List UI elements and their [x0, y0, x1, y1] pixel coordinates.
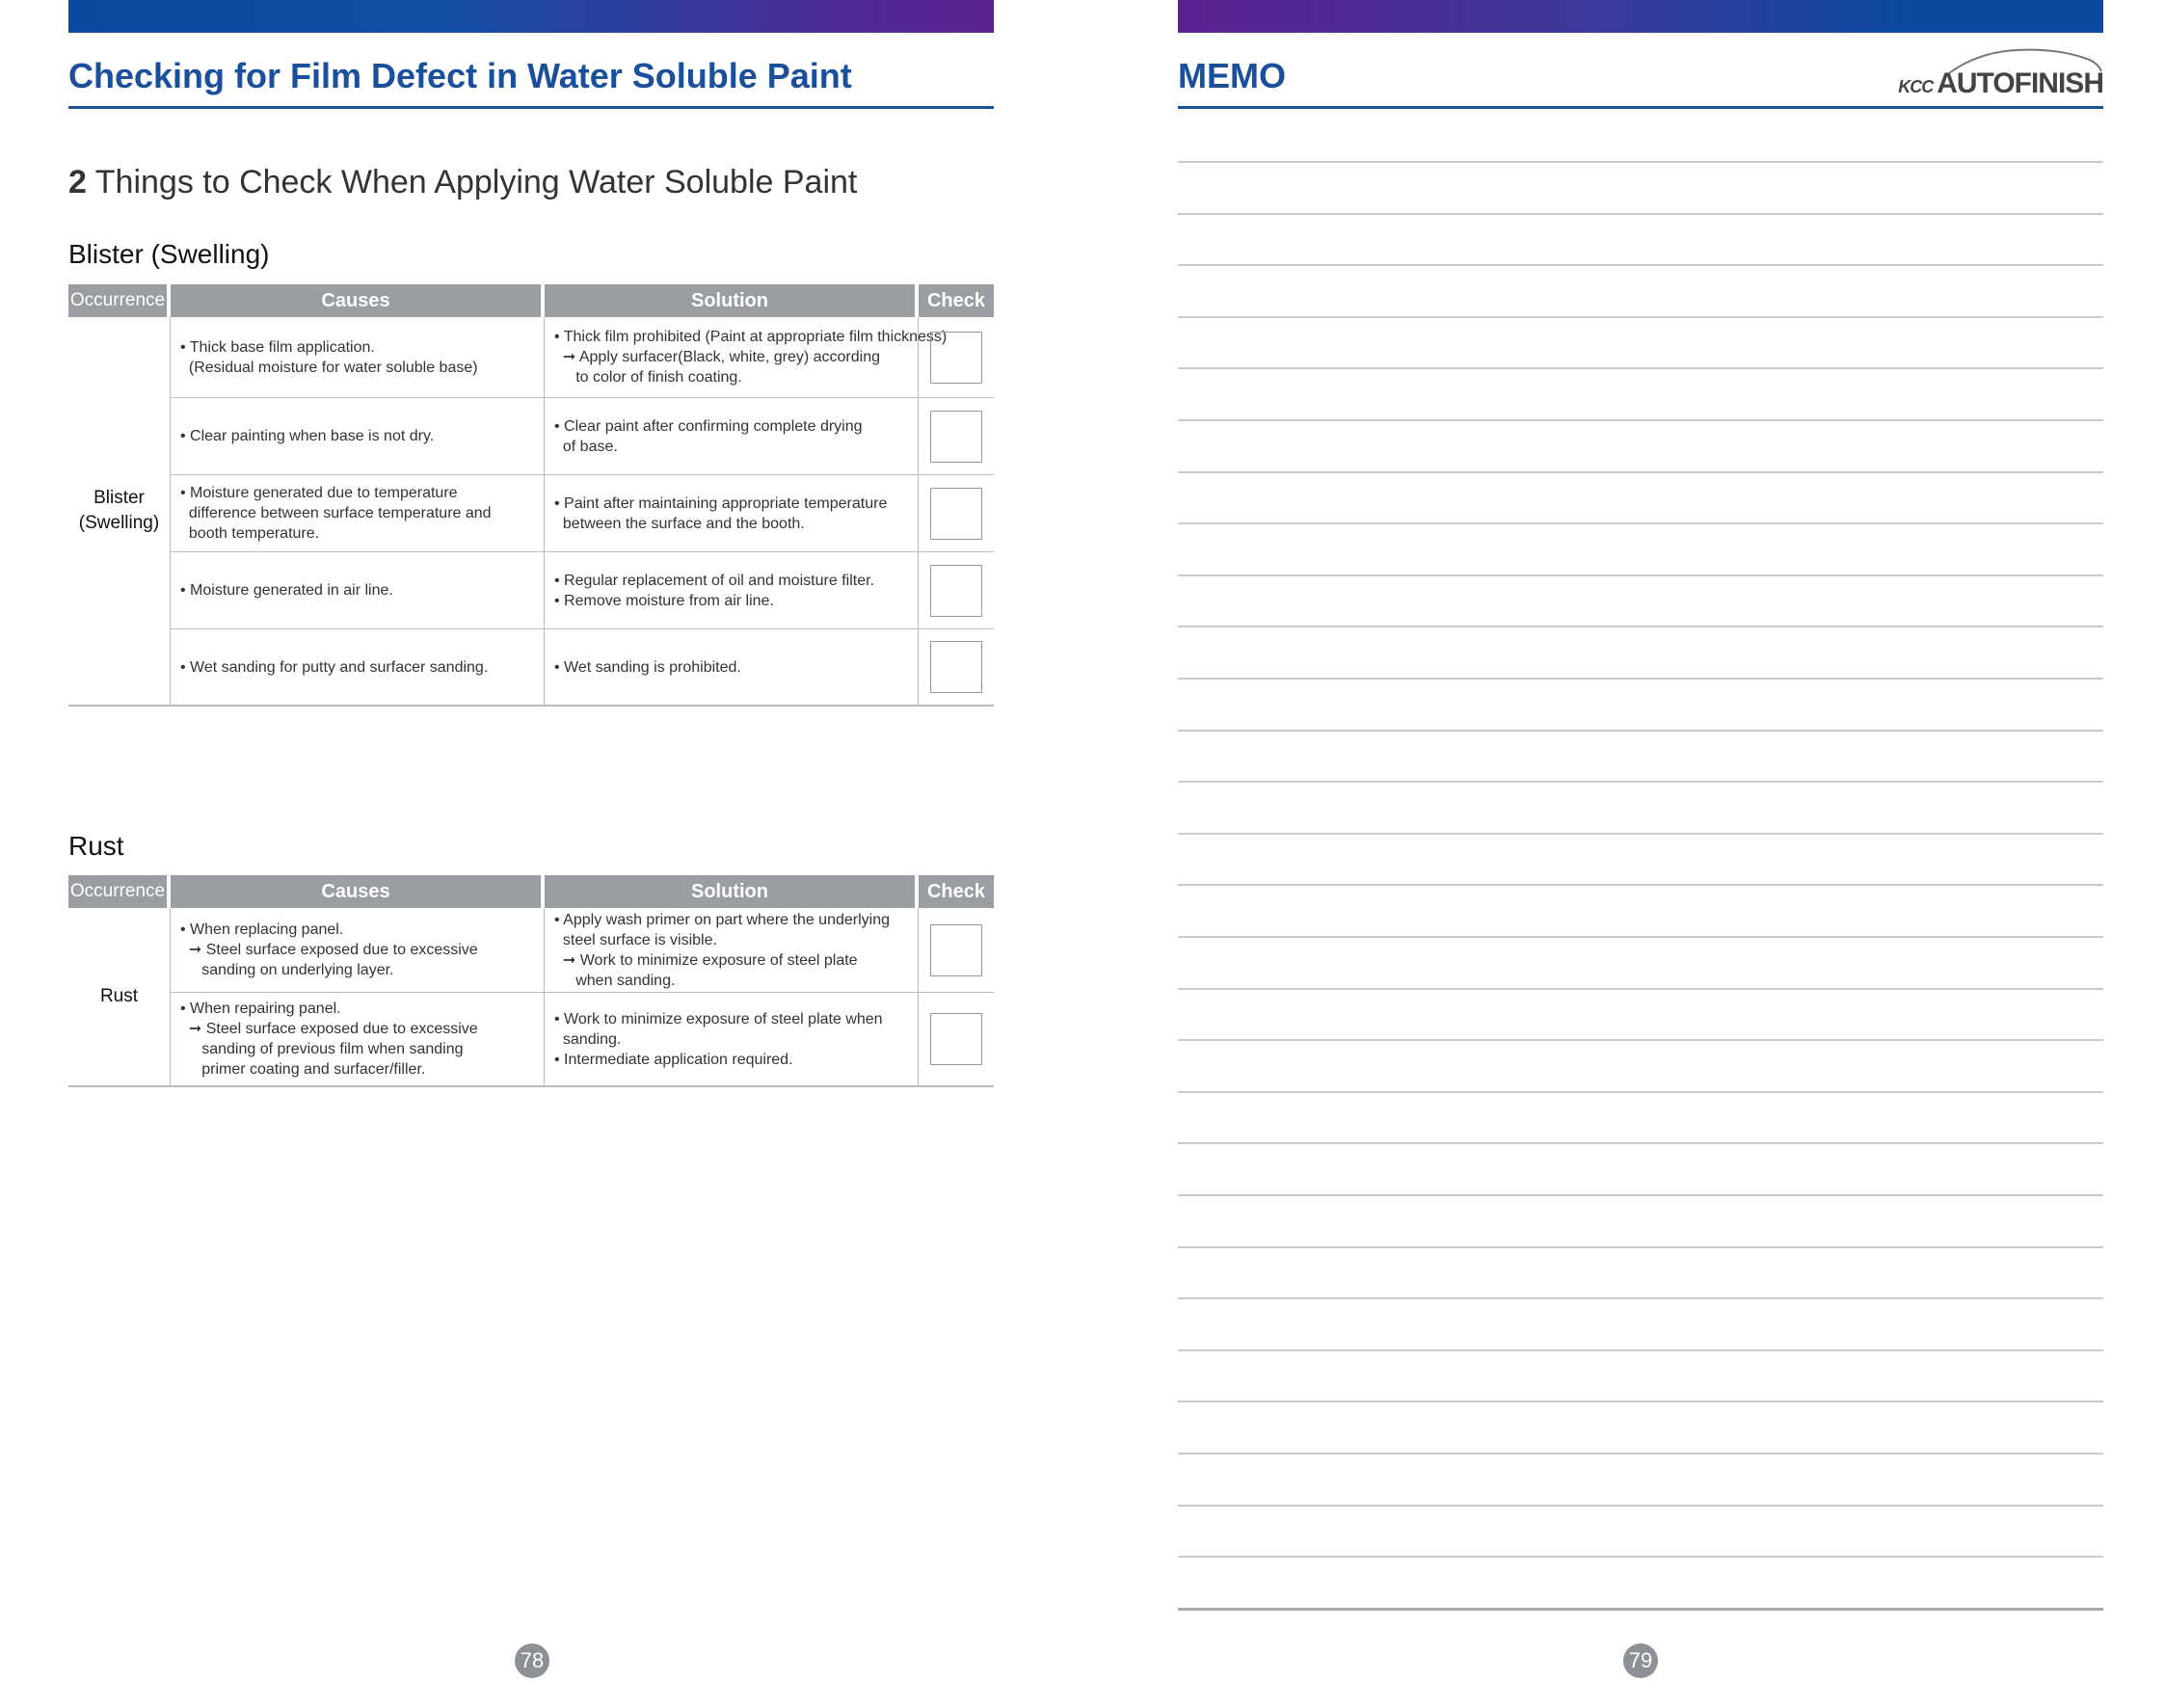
- solution-cell: [545, 629, 919, 707]
- memo-line: [1178, 1194, 2103, 1196]
- memo-line: [1178, 781, 2103, 783]
- memo-line: [1178, 471, 2103, 473]
- solution-text: sanding.: [554, 1030, 622, 1048]
- table-row: [68, 908, 994, 993]
- cause-text: primer coating and surfacer/filler.: [180, 1061, 426, 1078]
- title-underline: [1178, 106, 2103, 109]
- memo-line: [1178, 1297, 2103, 1299]
- memo-line: [1178, 1091, 2103, 1093]
- page-number: 79: [1623, 1643, 1658, 1678]
- page-number: 78: [515, 1643, 549, 1678]
- solution-cell: [545, 475, 919, 552]
- check-box[interactable]: [930, 641, 982, 693]
- memo-line: [1178, 1556, 2103, 1558]
- header-check: Check: [919, 284, 994, 317]
- solution-text: • Paint after maintaining appropriate temperature: [554, 494, 888, 512]
- occurrence-label: Rust: [99, 986, 139, 1006]
- check-cell: [919, 398, 994, 475]
- memo-line: [1178, 626, 2103, 627]
- cause-cell: [171, 629, 545, 707]
- page-title: Checking for Film Defect in Water Soluble Paint: [68, 56, 852, 95]
- cause-cell: [171, 398, 545, 475]
- occurrence-cell: [68, 317, 171, 707]
- header-solution: Solution: [545, 284, 919, 317]
- solution-text: • Thick film prohibited (Paint at appropriate film thickness): [554, 329, 948, 345]
- memo-line: [1178, 264, 2103, 266]
- section-heading: [68, 164, 857, 201]
- title-underline: [68, 106, 994, 109]
- memo-line: [1178, 1349, 2103, 1351]
- solution-text: • Intermediate application required.: [554, 1051, 793, 1068]
- table-row: [68, 398, 994, 475]
- cause-text: booth temperature.: [180, 525, 320, 542]
- header-causes: Causes: [171, 875, 545, 908]
- memo-line: [1178, 213, 2103, 215]
- memo-line: [1178, 884, 2103, 886]
- memo-line: [1178, 730, 2103, 732]
- cause-text: • When replacing panel.: [180, 921, 344, 938]
- header-occurrence: Occurrence: [68, 875, 171, 908]
- table-row: [68, 317, 994, 398]
- solution-text: • Apply wash primer on part where the underlying: [554, 911, 891, 928]
- check-box[interactable]: [930, 488, 982, 540]
- memo-line: [1178, 1401, 2103, 1402]
- memo-line: [1178, 678, 2103, 680]
- check-box[interactable]: [930, 332, 982, 384]
- memo-line: [1178, 419, 2103, 421]
- check-box[interactable]: [930, 924, 982, 976]
- solution-text: ➞ Work to minimize exposure of steel plate: [554, 951, 858, 969]
- solution-text: • Wet sanding is prohibited.: [554, 658, 741, 676]
- check-cell: [919, 908, 994, 993]
- cause-text: (Residual moisture for water soluble base): [180, 359, 478, 376]
- right-page: [1178, 0, 2103, 1708]
- cause-text: difference between surface temperature and: [180, 505, 492, 521]
- memo-line: [1178, 1608, 2103, 1611]
- memo-line: [1178, 1246, 2103, 1248]
- logo-kcc: KCC: [1898, 77, 1934, 96]
- solution-cell: [545, 993, 919, 1087]
- left-page: [68, 0, 994, 1708]
- top-color-bar: [68, 0, 994, 33]
- solution-text: when sanding.: [554, 972, 676, 989]
- memo-line: [1178, 574, 2103, 576]
- table-row: [68, 475, 994, 552]
- memo-line: [1178, 936, 2103, 938]
- cause-text: • Thick base film application.: [180, 338, 375, 356]
- memo-line: [1178, 1505, 2103, 1507]
- check-box[interactable]: [930, 411, 982, 463]
- header-occurrence: Occurrence: [68, 284, 171, 317]
- table-row: [68, 629, 994, 707]
- occurrence-label: Blister: [94, 488, 145, 508]
- header-check: Check: [919, 875, 994, 908]
- cause-cell: [171, 317, 545, 398]
- memo-line: [1178, 367, 2103, 369]
- cause-text: ➞ Steel surface exposed due to excessive: [180, 942, 478, 958]
- memo-line: [1178, 833, 2103, 835]
- solution-text: steel surface is visible.: [554, 931, 717, 948]
- memo-line: [1178, 1453, 2103, 1454]
- solution-cell: [545, 398, 919, 475]
- memo-line: [1178, 988, 2103, 990]
- blister-table: [68, 284, 994, 707]
- table-row: [68, 552, 994, 629]
- memo-line: [1178, 161, 2103, 163]
- solution-text: • Regular replacement of oil and moisture filter.: [554, 572, 874, 589]
- cause-cell: [171, 993, 545, 1087]
- cause-text: • Moisture generated in air line.: [180, 582, 393, 599]
- cause-text: • Clear painting when base is not dry.: [180, 428, 435, 444]
- memo-line: [1178, 1142, 2103, 1144]
- check-cell: [919, 629, 994, 707]
- cause-cell: [171, 908, 545, 993]
- solution-text: • Clear paint after confirming complete drying: [554, 417, 863, 435]
- table-row: [68, 993, 994, 1087]
- cause-cell: [171, 475, 545, 552]
- solution-text: of base.: [554, 438, 618, 455]
- section-number: 2: [68, 164, 87, 200]
- top-color-bar: [1178, 0, 2103, 33]
- solution-cell: [545, 317, 948, 398]
- occurrence-cell: [68, 908, 171, 1087]
- cause-text: • Wet sanding for putty and surfacer sanding.: [180, 658, 489, 676]
- check-cell: [919, 552, 994, 629]
- check-box[interactable]: [930, 1013, 982, 1065]
- occurrence-label: (Swelling): [78, 513, 160, 533]
- kcc-autofinish-logo: [1898, 44, 2103, 102]
- check-cell: [919, 993, 994, 1087]
- solution-cell: [545, 908, 919, 993]
- cause-text: • Moisture generated due to temperature: [180, 485, 458, 501]
- memo-line: [1178, 316, 2103, 318]
- cause-text: • When repairing panel.: [180, 1001, 341, 1017]
- header-causes: Causes: [171, 284, 545, 317]
- check-cell: [919, 475, 994, 552]
- solution-cell: [545, 552, 919, 629]
- cause-text: sanding on underlying layer.: [180, 962, 394, 978]
- solution-text: ➞ Apply surfacer(Black, white, grey) according: [554, 349, 880, 365]
- solution-text: • Work to minimize exposure of steel plate when: [554, 1010, 883, 1027]
- solution-text: between the surface and the booth.: [554, 515, 805, 532]
- rust-table: [68, 875, 994, 1087]
- cause-text: sanding of previous film when sanding: [180, 1041, 464, 1057]
- cause-cell: [171, 552, 545, 629]
- solution-text: • Remove moisture from air line.: [554, 592, 774, 609]
- logo-name: AUTOFINISH: [1937, 67, 2103, 99]
- check-box[interactable]: [930, 565, 982, 617]
- solution-text: to color of finish coating.: [554, 369, 742, 386]
- rust-heading: Rust: [68, 831, 124, 861]
- memo-line: [1178, 522, 2103, 524]
- section-title: Things to Check When Applying Water Soluble Paint: [94, 164, 858, 200]
- cause-text: ➞ Steel surface exposed due to excessive: [180, 1021, 478, 1037]
- memo-line: [1178, 1039, 2103, 1041]
- header-solution: Solution: [545, 875, 919, 908]
- memo-title: MEMO: [1178, 56, 1286, 95]
- blister-heading: Blister (Swelling): [68, 239, 270, 269]
